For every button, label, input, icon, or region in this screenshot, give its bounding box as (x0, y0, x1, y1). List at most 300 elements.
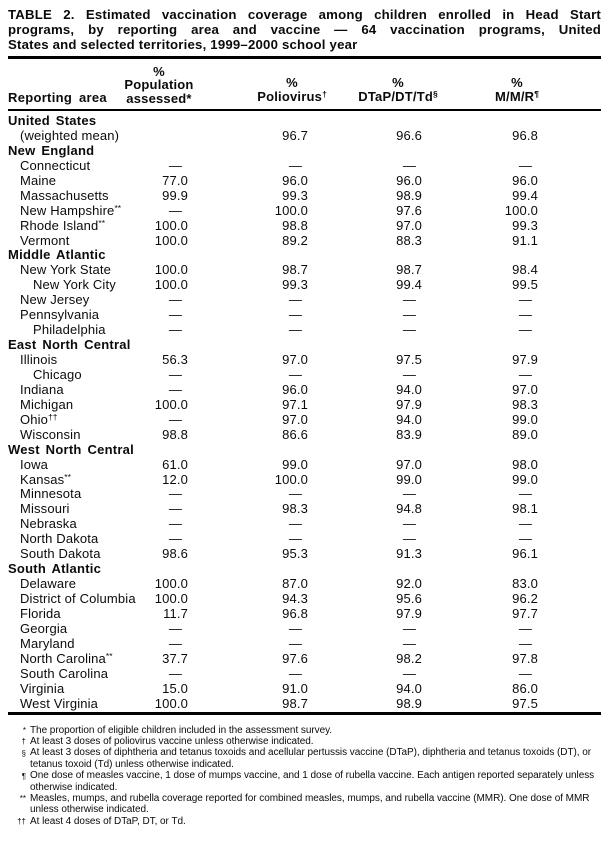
reporting-area-label: North Carolina (20, 650, 106, 666)
column-header-label: Poliovirus (257, 88, 323, 104)
reporting-area-label: Iowa (20, 456, 49, 472)
table-row (8, 383, 601, 398)
poliovirus-cell: — (288, 292, 302, 308)
footnote-text: The proportion of eligible children included in the assessment survey. (30, 724, 333, 736)
poliovirus-cell: 98.3 (282, 501, 308, 517)
dtap-cell: 96.0 (396, 172, 422, 188)
dtap-cell: 88.3 (396, 232, 422, 248)
mmr-cell: 99.4 (512, 187, 538, 203)
reporting-area-label: Kansas (20, 471, 65, 487)
reporting-area-label: New England (8, 142, 95, 158)
mmr-cell: 97.9 (512, 352, 538, 367)
table-row (8, 697, 601, 712)
footnote (8, 747, 601, 770)
reporting-area-cell (8, 398, 148, 413)
poliovirus-cell: 89.2 (282, 232, 308, 248)
reporting-area-cell (8, 293, 148, 308)
dtap-cell: — (402, 366, 416, 382)
dtap-cell: 96.6 (396, 127, 422, 143)
poliovirus-cell: 100.0 (274, 471, 308, 487)
dtap-cell: 98.2 (396, 650, 422, 666)
column-header-pop (89, 65, 229, 106)
mmr-cell: 99.5 (512, 277, 538, 293)
mmr-cell: 96.0 (512, 172, 538, 188)
poliovirus-cell: — (288, 665, 302, 681)
reporting-area-label: Florida (20, 605, 61, 621)
region-group-row (8, 338, 601, 353)
population-assessed-cell: — (168, 292, 182, 308)
reporting-area-label: Wisconsin (20, 426, 81, 442)
table-row (8, 398, 601, 413)
footnote-marker: ¶ (21, 771, 26, 781)
reporting-area-label: United States (8, 113, 97, 128)
dtap-cell: 94.0 (396, 411, 422, 427)
poliovirus-cell: 97.1 (282, 396, 308, 412)
table-row (8, 502, 601, 517)
mmr-cell: 97.0 (512, 381, 538, 397)
poliovirus-cell: 94.3 (282, 591, 308, 606)
population-assessed-cell: 61.0 (162, 456, 188, 472)
column-header-text: % (153, 63, 165, 79)
population-assessed-cell: 37.7 (162, 650, 188, 666)
mmr-cell: 86.0 (512, 680, 538, 696)
table-row (8, 159, 601, 174)
reporting-area-cell (8, 577, 148, 592)
table-row (8, 547, 601, 562)
reporting-area-cell (8, 443, 538, 458)
mmr-cell: — (518, 292, 532, 308)
dtap-cell: 95.6 (396, 591, 422, 606)
table-row (8, 577, 601, 592)
reporting-area-cell (8, 592, 148, 607)
footnote-marker: †† (17, 817, 26, 827)
mmr-cell: — (518, 516, 532, 532)
table-row (8, 368, 601, 383)
reporting-area-label: Vermont (20, 232, 70, 248)
population-assessed-cell: — (168, 157, 182, 173)
poliovirus-cell: — (288, 322, 302, 338)
table-row (8, 204, 601, 219)
poliovirus-cell: 95.3 (282, 546, 308, 562)
population-assessed-cell: — (168, 366, 182, 382)
table-row (8, 682, 601, 697)
population-assessed-cell: — (168, 322, 182, 338)
region-group-row (8, 443, 601, 458)
table-row (8, 353, 601, 368)
poliovirus-cell: — (288, 157, 302, 173)
table-row (8, 667, 601, 682)
poliovirus-cell: 100.0 (274, 202, 308, 218)
table-row (8, 189, 601, 204)
reporting-area-label: Minnesota (20, 486, 82, 502)
table-header (8, 59, 601, 109)
reporting-area-label: Connecticut (20, 157, 91, 173)
mmr-cell: 89.0 (512, 426, 538, 442)
mmr-cell: 100.0 (504, 202, 538, 218)
dtap-cell: 94.8 (396, 501, 422, 517)
reporting-area-label: Maine (20, 172, 57, 188)
reporting-area-label: Michigan (20, 396, 74, 412)
reporting-area-label: West North Central (8, 441, 134, 457)
population-assessed-cell: 99.9 (162, 187, 188, 203)
poliovirus-cell: — (288, 486, 302, 502)
reporting-area-label: Chicago (33, 366, 82, 382)
population-assessed-cell: — (168, 411, 182, 427)
reporting-area-label: South Dakota (20, 546, 101, 562)
title-line: States and selected territories, 1999–2000 school year (8, 37, 358, 52)
footnote-marker: ** (19, 794, 26, 804)
dtap-cell: 99.4 (396, 277, 422, 293)
reporting-area-label: Georgia (20, 620, 68, 636)
dtap-cell: 98.9 (396, 695, 422, 711)
reporting-area-label: West Virginia (20, 695, 99, 711)
population-assessed-cell: — (168, 501, 182, 517)
table-row (8, 592, 601, 607)
reporting-area-cell (8, 458, 148, 473)
reporting-area-label: Missouri (20, 501, 70, 517)
mmr-cell: 83.0 (512, 576, 538, 592)
reporting-area-label: New Hampshire (20, 202, 115, 218)
poliovirus-cell: 96.7 (282, 127, 308, 143)
reporting-area-label: Massachusetts (20, 187, 109, 203)
dtap-cell: 92.0 (396, 576, 422, 592)
population-assessed-cell: 11.7 (163, 605, 188, 621)
dtap-cell: — (402, 486, 416, 502)
reporting-area-label: Middle Atlantic (8, 247, 106, 263)
mmr-cell: 98.0 (512, 456, 538, 472)
mmr-cell: 96.1 (512, 546, 538, 562)
reporting-area-cell (8, 129, 148, 144)
population-assessed-cell: 98.8 (162, 426, 188, 442)
footnote (8, 793, 601, 816)
poliovirus-cell: 87.0 (282, 576, 308, 592)
reporting-area-cell (8, 667, 148, 682)
table-row (8, 174, 601, 189)
reporting-area-cell (8, 189, 148, 204)
mmr-cell: — (518, 665, 532, 681)
population-assessed-cell: 100.0 (154, 396, 188, 412)
dtap-cell: 97.0 (396, 217, 422, 233)
reporting-area-label: Illinois (20, 352, 58, 367)
population-assessed-cell: — (168, 307, 182, 323)
reporting-area-label: New York City (33, 277, 116, 293)
reporting-area-cell (8, 682, 148, 697)
reporting-area-cell (8, 174, 148, 189)
mmr-cell: 97.5 (512, 695, 538, 711)
footnote-text: At least 3 doses of poliovirus vaccine unless otherwise indicated. (30, 735, 314, 747)
table-row (8, 652, 601, 667)
reporting-area-label: Pennsylvania (20, 307, 100, 323)
dtap-cell: — (402, 292, 416, 308)
population-assessed-cell: 100.0 (154, 591, 188, 606)
dtap-cell: — (402, 620, 416, 636)
population-assessed-cell: — (168, 531, 182, 547)
dtap-cell: — (402, 531, 416, 547)
header-rule (8, 109, 601, 111)
reporting-area-cell (8, 517, 148, 532)
reporting-area-cell (8, 114, 538, 129)
table-row (8, 487, 601, 502)
reporting-area-label: Ohio (20, 411, 49, 427)
population-assessed-cell: — (168, 516, 182, 532)
table-row (8, 458, 601, 473)
mmr-cell: 97.7 (512, 605, 538, 621)
poliovirus-cell: — (288, 366, 302, 382)
reporting-area-label: Nebraska (20, 516, 77, 532)
footnote (8, 770, 601, 793)
reporting-area-cell (8, 562, 538, 577)
reporting-area-cell (8, 487, 148, 502)
reporting-area-cell (8, 368, 148, 383)
reporting-area-label: South Atlantic (8, 561, 102, 577)
column-header-label: DTaP/DT/Td (358, 88, 433, 104)
poliovirus-cell: 98.7 (282, 695, 308, 711)
mmr-cell: 98.1 (512, 501, 538, 517)
poliovirus-cell: 97.6 (282, 650, 308, 666)
dtap-cell: 98.9 (396, 187, 422, 203)
column-header-text: Population (124, 77, 194, 92)
reporting-area-cell (8, 622, 148, 637)
table-row (8, 607, 601, 622)
dtap-cell: 91.3 (396, 546, 422, 562)
column-header-mmr (447, 76, 587, 105)
footnote-text: Measles, mumps, and rubella coverage reported for combined measles, mumps, and rubella vaccine (MMR). One dose of MMR unless otherwise indicated. (30, 792, 590, 816)
mmr-cell: — (518, 620, 532, 636)
population-assessed-cell: — (168, 381, 182, 397)
reporting-area-label: Maryland (20, 635, 75, 651)
poliovirus-cell: 99.0 (282, 456, 308, 472)
reporting-area-cell (8, 502, 148, 517)
mmr-cell: — (518, 322, 532, 338)
reporting-area-cell (8, 234, 148, 249)
table-row (8, 517, 601, 532)
table-row (8, 323, 601, 338)
table-row (8, 129, 601, 144)
column-header-text: % (511, 75, 523, 90)
dtap-cell: — (402, 665, 416, 681)
dtap-cell: 83.9 (396, 426, 422, 442)
footnote (8, 725, 601, 736)
population-assessed-cell: 100.0 (154, 262, 188, 278)
footnote-symbol: ** (98, 218, 106, 229)
dtap-cell: 94.0 (396, 680, 422, 696)
poliovirus-cell: — (288, 531, 302, 547)
reporting-area-cell (8, 607, 148, 622)
poliovirus-cell: — (288, 620, 302, 636)
region-group-row (8, 144, 601, 159)
population-assessed-cell: — (168, 486, 182, 502)
population-assessed-cell: 100.0 (154, 277, 188, 293)
reporting-area-cell (8, 338, 538, 353)
footnote-symbol: § (432, 89, 438, 99)
reporting-area-label: Indiana (20, 381, 64, 397)
footnote-text: At least 3 doses of diphtheria and tetanus toxoids and acellular pertussis vaccine (DTaP), diphtheria and tetanus toxoids (DT), or tetanus toxoid (Td) unless otherwise indicated. (30, 747, 592, 770)
column-header-text (89, 92, 229, 106)
title-line: TABLE 2. Estimated vaccination coverage among children enrolled in Head Start (8, 7, 601, 22)
region-group-row (8, 114, 601, 129)
dtap-cell: 97.0 (396, 456, 422, 472)
column-header-label: M/M/R (494, 88, 535, 104)
population-assessed-cell: 100.0 (154, 695, 188, 711)
column-header-label: assessed* (126, 90, 192, 106)
reporting-area-label: Philadelphia (33, 322, 106, 338)
dtap-cell: — (402, 307, 416, 323)
footnote-symbol: ** (105, 651, 113, 662)
table-row (8, 622, 601, 637)
poliovirus-cell: 97.0 (282, 352, 308, 367)
footnote-symbol: † (322, 89, 327, 99)
dtap-cell: — (402, 322, 416, 338)
poliovirus-cell: 96.0 (282, 381, 308, 397)
table-row (8, 278, 601, 293)
footnote-text: At least 4 doses of DTaP, DT, or Td. (30, 815, 186, 827)
footnote-marker: § (21, 748, 26, 758)
column-header-text: % (286, 75, 298, 90)
column-header-reporting-area: Reporting area (8, 90, 107, 105)
reporting-area-cell (8, 278, 148, 293)
dtap-cell: 97.5 (396, 352, 422, 367)
region-group-row (8, 562, 601, 577)
dtap-cell: 94.0 (396, 381, 422, 397)
reporting-area-cell (8, 308, 148, 323)
reporting-area-cell (8, 323, 148, 338)
table-row (8, 637, 601, 652)
poliovirus-cell: 91.0 (282, 680, 308, 696)
reporting-area-label: New Jersey (20, 292, 90, 308)
population-assessed-cell: — (168, 665, 182, 681)
population-assessed-cell: 98.6 (162, 546, 188, 562)
table-row (8, 413, 601, 428)
footnote-symbol: ** (64, 472, 71, 482)
reporting-area-label: Virginia (20, 680, 65, 696)
poliovirus-cell: 96.0 (282, 172, 308, 188)
reporting-area-label: Rhode Island (20, 217, 99, 233)
footnotes (8, 725, 601, 828)
reporting-area-cell (8, 263, 148, 278)
reporting-area-cell (8, 428, 148, 443)
reporting-area-cell (8, 248, 538, 263)
poliovirus-cell: 99.3 (282, 187, 308, 203)
population-assessed-cell (148, 129, 188, 144)
mmr-cell: — (518, 486, 532, 502)
region-group-row (8, 248, 601, 263)
dtap-cell: 98.7 (396, 262, 422, 278)
reporting-area-label: District of Columbia (20, 591, 136, 606)
reporting-area-cell (8, 353, 148, 368)
mmr-cell: — (518, 157, 532, 173)
mmr-cell: — (518, 635, 532, 651)
reporting-area-label: North Dakota (20, 531, 99, 547)
poliovirus-cell: 96.8 (282, 605, 308, 621)
reporting-area-label: Delaware (20, 576, 77, 592)
title-line: programs, by reporting area and vaccine — 64 vaccination programs, United (8, 22, 601, 37)
population-assessed-cell: 100.0 (154, 576, 188, 592)
population-assessed-cell: 56.3 (162, 352, 188, 367)
table-body (8, 114, 601, 712)
mmr-cell: 99.3 (512, 217, 538, 233)
footnote-text: One dose of measles vaccine, 1 dose of mumps vaccine, and 1 dose of rubella vaccine. Each antigen reported separately unless otherwise indicated. (30, 770, 595, 793)
reporting-area-cell (8, 547, 148, 562)
footnote-marker: * (22, 726, 26, 735)
population-assessed-cell: 12.0 (162, 471, 188, 487)
poliovirus-cell: — (288, 516, 302, 532)
footnote-symbol: †† (48, 412, 58, 423)
dtap-cell: — (402, 157, 416, 173)
mmr-cell: 99.0 (512, 471, 538, 487)
table-bottom-rule (8, 712, 601, 715)
mmr-cell: 97.8 (512, 650, 538, 666)
dtap-cell: 97.6 (396, 202, 422, 218)
poliovirus-cell: 86.6 (282, 426, 308, 442)
reporting-area-cell (8, 697, 148, 712)
dtap-cell: — (402, 635, 416, 651)
column-header-text (447, 90, 587, 106)
poliovirus-cell: 97.0 (282, 411, 308, 427)
footnote (8, 816, 601, 827)
reporting-area-label: South Carolina (20, 665, 109, 681)
column-header-text: % (392, 75, 404, 90)
footnote-symbol: ¶ (534, 89, 539, 99)
table-row (8, 293, 601, 308)
reporting-area-label: (weighted mean) (20, 127, 120, 143)
dtap-cell: 99.0 (396, 471, 422, 487)
poliovirus-cell: 98.7 (282, 262, 308, 278)
population-assessed-cell: — (168, 620, 182, 636)
reporting-area-cell (8, 532, 148, 547)
poliovirus-cell: — (288, 635, 302, 651)
table-row (8, 234, 601, 249)
dtap-cell: — (402, 516, 416, 532)
footnote-marker: † (21, 737, 26, 747)
mmr-cell: 99.0 (512, 411, 538, 427)
mmr-cell: — (518, 531, 532, 547)
population-assessed-cell: 100.0 (154, 217, 188, 233)
population-assessed-cell: 77.0 (162, 172, 188, 188)
table-row (8, 428, 601, 443)
table-row (8, 532, 601, 547)
table-row (8, 308, 601, 323)
reporting-area-cell (8, 159, 148, 174)
population-assessed-cell: — (168, 202, 182, 218)
mmr-cell: — (518, 366, 532, 382)
mmr-cell: 91.1 (512, 232, 538, 248)
footnote-symbol: ** (114, 203, 122, 214)
mmr-cell: 98.4 (512, 262, 538, 278)
mmr-cell: — (518, 307, 532, 323)
dtap-cell: 97.9 (396, 605, 422, 621)
reporting-area-cell (8, 383, 148, 398)
poliovirus-cell: 99.3 (282, 277, 308, 293)
table-row (8, 263, 601, 278)
population-assessed-cell: — (168, 635, 182, 651)
footnote (8, 736, 601, 747)
mmr-cell: 96.8 (512, 127, 538, 143)
poliovirus-cell: 98.8 (282, 217, 308, 233)
table-row (8, 473, 601, 488)
reporting-area-label: New York State (20, 262, 111, 278)
table-row (8, 219, 601, 234)
population-assessed-cell: 100.0 (154, 232, 188, 248)
reporting-area-label: East North Central (8, 337, 131, 353)
table-title (8, 7, 601, 52)
reporting-area-cell (8, 637, 148, 652)
mmr-cell: 96.2 (512, 591, 538, 606)
population-assessed-cell: 15.0 (162, 680, 188, 696)
dtap-cell: 97.9 (396, 396, 422, 412)
poliovirus-cell: — (288, 307, 302, 323)
mmr-cell: 98.3 (512, 396, 538, 412)
reporting-area-cell (8, 144, 538, 159)
